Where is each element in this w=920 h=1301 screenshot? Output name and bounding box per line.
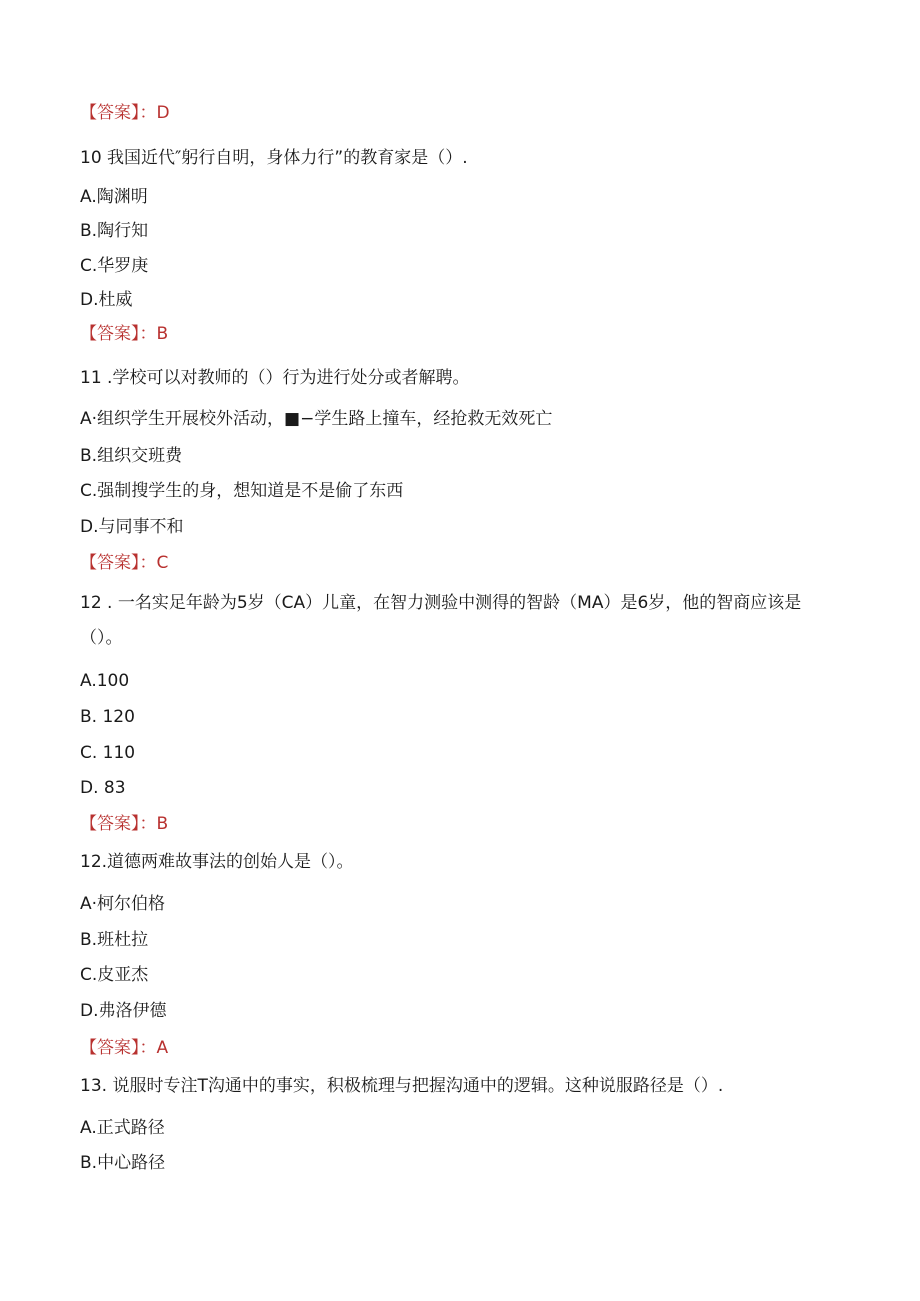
question-12a-option-a: A.100 <box>80 671 130 691</box>
question-13-option-a: A.正式路径 <box>80 1118 165 1138</box>
question-12b: 12.道德两难故事法的创始人是（）。 <box>80 852 354 872</box>
question-12a-option-b: B. 120 <box>80 707 135 727</box>
question-10-option-d: D.杜威 <box>80 290 133 310</box>
question-12b-answer: 【答案】：A <box>80 1038 169 1058</box>
question-12a-option-c: C. 110 <box>80 743 136 763</box>
question-11: 11 .学校可以对教师的（）行为进行处分或者解聘。 <box>80 368 470 388</box>
question-10-answer: 【答案】：B <box>80 324 169 344</box>
question-11-option-a: A·组织学生开展校外活动，■−学生路上撞车，经抢救无效死亡 <box>80 409 553 429</box>
question-12a-line1: 12 . 一名实足年龄为5岁（CA）儿童，在智力测验中测得的智龄（MA）是6岁，他的智商应该是 <box>80 593 802 613</box>
question-10-option-b: B.陶行知 <box>80 221 149 241</box>
question-10: 10 我国近代″躬行自明，身体力行”的教育家是（）. <box>80 148 468 168</box>
question-12a-answer: 【答案】：B <box>80 814 169 834</box>
question-11-answer: 【答案】：C <box>80 553 169 573</box>
question-12b-option-b: B.班杜拉 <box>80 930 149 950</box>
question-11-option-c: C.强制搜学生的身，想知道是不是偷了东西 <box>80 481 404 501</box>
question-11-option-b: B.组织交班费 <box>80 446 183 466</box>
question-12b-option-c: C.皮亚杰 <box>80 965 149 985</box>
answer-label: 【答案】：D <box>80 103 170 123</box>
question-13: 13. 说服时专注T沟通中的事实，积极梳理与把握沟通中的逻辑。这种说服路径是（）. <box>80 1076 724 1096</box>
question-12b-option-d: D.弗洛伊德 <box>80 1001 167 1021</box>
question-12a-option-d: D. 83 <box>80 778 126 798</box>
question-12a-line2: （）。 <box>80 628 123 648</box>
question-10-option-c: C.华罗庚 <box>80 256 149 276</box>
question-10-option-a: A.陶渊明 <box>80 187 148 207</box>
question-13-option-b: B.中心路径 <box>80 1153 166 1173</box>
question-12b-option-a: A·柯尔伯格 <box>80 894 166 914</box>
question-11-option-d: D.与同事不和 <box>80 517 184 537</box>
